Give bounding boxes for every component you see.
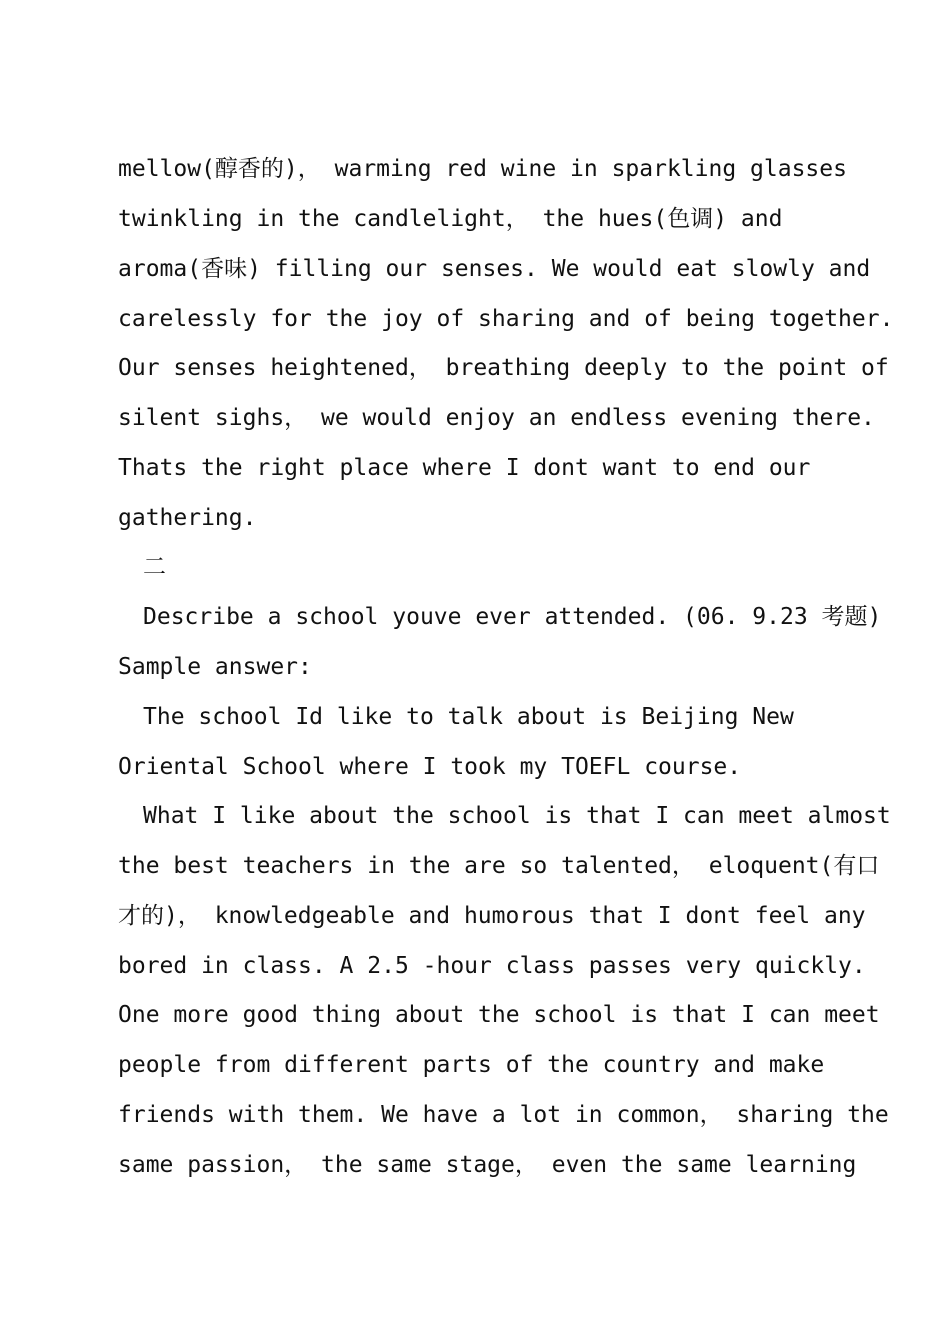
paragraph-line: 才的)， knowledgeable and humorous that I dont feel any	[118, 903, 866, 929]
paragraph-line: silent sighs， we would enjoy an endless evening there.	[118, 405, 875, 431]
paragraph-line: One more good thing about the school is that I can meet	[118, 1002, 880, 1028]
paragraph-line: friends with them. We have a lot in common， sharing the	[118, 1102, 889, 1128]
paragraph-line: What I like about the school is that I can meet almost	[143, 803, 891, 829]
paragraph-line: Our senses heightened， breathing deeply to the point of	[118, 355, 889, 381]
question-title: Describe a school youve ever attended. (06. 9.23 考题)	[143, 604, 882, 630]
paragraph-line: Oriental School where I took my TOEFL course.	[118, 754, 742, 780]
paragraph-line: people from different parts of the country and make	[118, 1052, 825, 1078]
paragraph-line: gathering.	[118, 505, 257, 531]
sample-answer-label: Sample answer:	[118, 654, 312, 680]
section-heading: 二	[143, 554, 166, 580]
paragraph-line: bored in class. A 2.5 -hour class passes very quickly.	[118, 953, 866, 979]
paragraph-line: The school Id like to talk about is Beijing New	[143, 704, 794, 730]
paragraph-line: Thats the right place where I dont want to end our	[118, 455, 811, 481]
paragraph-line: carelessly for the joy of sharing and of being together.	[118, 306, 894, 332]
paragraph-line: same passion， the same stage， even the same learning	[118, 1152, 857, 1178]
paragraph-line: the best teachers in the are so talented， eloquent(有口	[118, 853, 880, 879]
paragraph-line: mellow(醇香的)， warming red wine in sparkling glasses	[118, 156, 847, 182]
paragraph-line: twinkling in the candlelight， the hues(色调) and	[118, 206, 783, 232]
paragraph-line: aroma(香味) filling our senses. We would eat slowly and	[118, 256, 871, 282]
